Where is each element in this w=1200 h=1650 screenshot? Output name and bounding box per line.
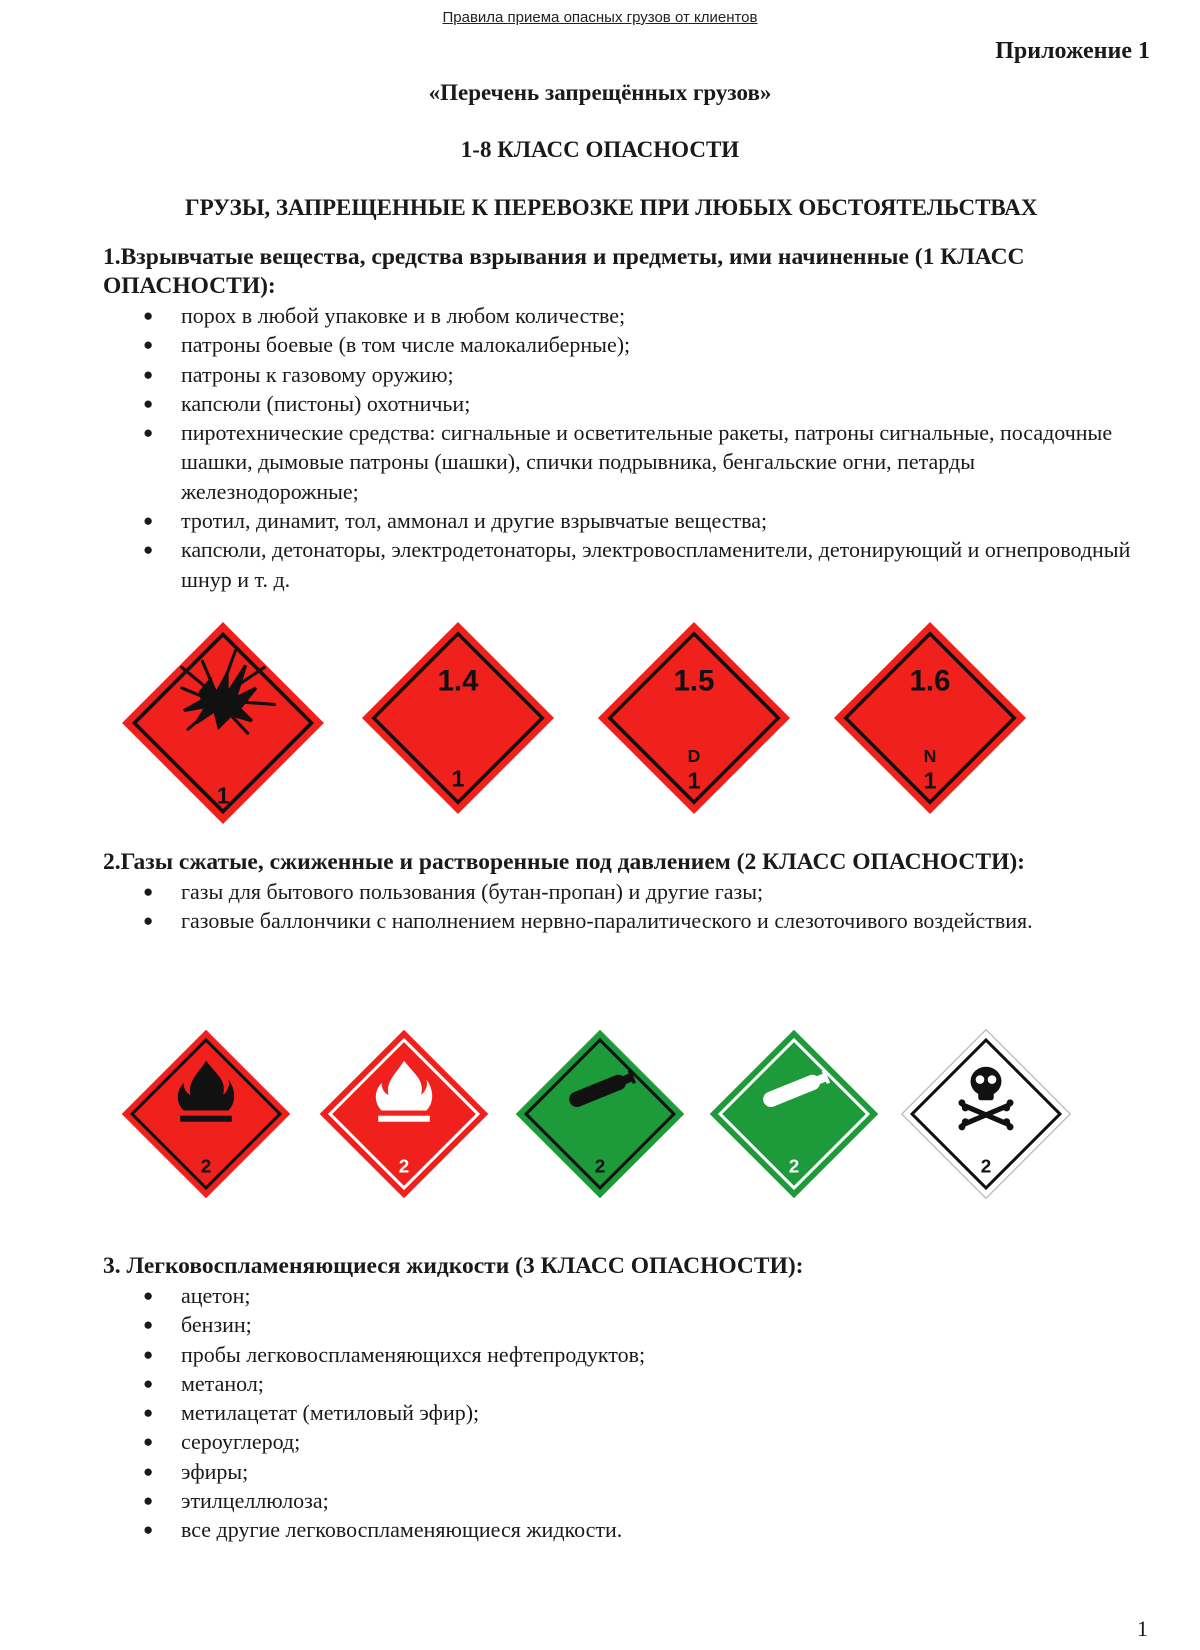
sign-class-number: 1	[687, 767, 701, 794]
item-list	[103, 301, 1148, 594]
section-explosives	[103, 243, 1148, 594]
list-item: ● этилцеллюлоза;	[103, 1486, 1148, 1515]
explosive-sign-1	[120, 620, 326, 826]
section-flammable-liquids	[103, 1252, 1148, 1545]
list-item: ● пробы легковоспламеняющихся нефтепродуктов;	[103, 1340, 1148, 1369]
sign-class-number: 1	[216, 782, 230, 809]
sign-class-number: 2	[594, 1156, 606, 1178]
list-item: ● бензин;	[103, 1310, 1148, 1339]
sign-compatibility-letter: N	[923, 746, 937, 767]
list-item: ● метилацетат (метиловый эфир);	[103, 1398, 1148, 1427]
list-item: ● патроны боевые (в том числе малокалиберные);	[103, 330, 1148, 359]
sign-division: 1.5	[673, 664, 715, 698]
list-item: ● тротил, динамит, тол, аммонал и другие взрывчатые вещества;	[103, 506, 1148, 535]
list-item: ● эфиры;	[103, 1457, 1148, 1486]
section-gases	[103, 848, 1148, 936]
list-item: ● газы для бытового пользования (бутан-пропан) и другие газы;	[103, 877, 1148, 906]
prohibited-heading: ГРУЗЫ, ЗАПРЕЩЕННЫЕ К ПЕРЕВОЗКЕ ПРИ ЛЮБЫХ ОБСТОЯТЕЛЬСТВАХ	[185, 195, 1038, 220]
list-item: ● патроны к газовому оружию;	[103, 360, 1148, 389]
item-list	[103, 877, 1148, 936]
sign-class-number: 2	[398, 1156, 410, 1178]
list-item: ● все другие легковоспламеняющиеся жидкости.	[103, 1515, 1148, 1544]
explosive-sign-1-4	[360, 620, 556, 816]
explosive-sign-1-5	[596, 620, 792, 816]
sign-class-number: 1	[923, 767, 937, 794]
section-heading: 3. Легковоспламеняющиеся жидкости (3 КЛАСС ОПАСНОСТИ):	[103, 1253, 804, 1279]
item-list	[103, 1281, 1148, 1545]
section-heading: 2.Газы сжатые, сжиженные и растворенные под давлением (2 КЛАСС ОПАСНОСТИ):	[103, 849, 1026, 875]
sign-division: 1.6	[909, 664, 951, 698]
list-item: ● газовые баллончики с наполнением нервно-паралитического и слезоточивого воздействия.	[103, 906, 1148, 935]
non-flammable-gas-sign	[514, 1028, 686, 1200]
list-item: ● метанол;	[103, 1369, 1148, 1398]
flammable-gas-sign	[120, 1028, 292, 1200]
document-title: «Перечень запрещённых грузов»	[428, 80, 772, 105]
list-item: ● сероуглерод;	[103, 1427, 1148, 1456]
list-item: ● пиротехнические средства: сигнальные и осветительные ракеты, патроны сигнальные, посадочные шашки, дымовые патроны (шашки), спички подрывника, бенгальские огни, петарды железнодорожные;	[103, 418, 1148, 506]
list-item: ● порох в любой упаковке и в любом количестве;	[103, 301, 1148, 330]
explosive-sign-1-6	[832, 620, 1028, 816]
sign-class-number: 1	[451, 765, 465, 792]
running-header: Правила приема опасных грузов от клиентов	[442, 9, 758, 26]
section-heading: 1.Взрывчатые вещества, средства взрывания и предметы, ими начиненные (1 КЛАСС ОПАСНОСТИ):	[103, 244, 1025, 299]
sign-class-number: 2	[200, 1156, 212, 1178]
list-item: ● капсюли (пистоны) охотничьи;	[103, 389, 1148, 418]
list-item: ● ацетон;	[103, 1281, 1148, 1310]
sign-class-number: 2	[980, 1156, 992, 1178]
sign-division: 1.4	[437, 664, 479, 698]
sign-class-number: 2	[788, 1156, 800, 1178]
page-number: 1	[1137, 1616, 1148, 1641]
appendix-label: Приложение 1	[995, 38, 1150, 64]
non-flammable-gas-sign-white	[708, 1028, 880, 1200]
flammable-gas-sign-white	[318, 1028, 490, 1200]
hazard-class-range: 1-8 КЛАСС ОПАСНОСТИ	[460, 137, 740, 162]
list-item: ● капсюли, детонаторы, электродетонаторы, электровоспламенители, детонирующий и огнепроводный шнур и т. д.	[103, 535, 1148, 594]
toxic-gas-sign	[900, 1028, 1072, 1200]
sign-compatibility-letter: D	[687, 746, 701, 767]
